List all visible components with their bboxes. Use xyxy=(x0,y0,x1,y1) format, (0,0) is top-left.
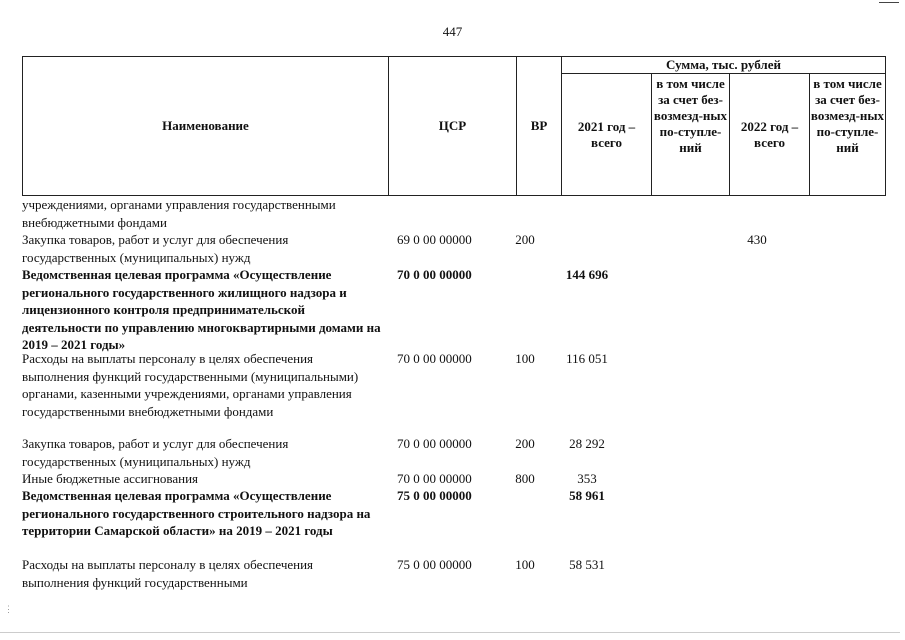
row-2022: 430 xyxy=(747,232,767,247)
row-name: Ведомственная целевая программа «Осуществление регионального государственного строительного надзора на территории Самарской области» на 2019 – 2021 годы xyxy=(22,488,371,538)
header-2022-total: 2022 год – всего xyxy=(730,74,810,196)
row-csr: 70 0 00 00000 xyxy=(397,436,472,451)
row-name: Закупка товаров, работ и услуг для обеспечения государственных (муниципальных) нужд xyxy=(22,232,289,265)
header-2021-free: в том числе за счет без-возмезд-ных по-ступле-ний xyxy=(652,74,730,196)
row-2021: 58 531 xyxy=(569,557,605,572)
header-name: Наименование xyxy=(23,57,389,196)
row-name: Расходы на выплаты персоналу в целях обеспечения выполнения функций государственными (муниципальными) органами, казенными учреждениями, органами управления государственными внебюджетными фондами xyxy=(22,351,359,419)
row-csr: 75 0 00 00000 xyxy=(397,557,472,572)
row-2021: 144 696 xyxy=(565,267,609,282)
row-2021: 116 051 xyxy=(566,351,608,366)
scan-corner-mark xyxy=(879,2,899,3)
row-csr: 70 0 00 00000 xyxy=(397,267,472,282)
page-number: 447 xyxy=(442,24,463,39)
scan-artifact xyxy=(0,632,900,633)
row-vr: 200 xyxy=(515,232,535,247)
row-name: Ведомственная целевая программа «Осуществление регионального государственного жилищного надзора и лицензионного контроля предпринимательской деятельности по управлению многоквартирными домами на 2019 – 2021 годы» xyxy=(22,267,381,352)
header-2021-total: 2021 год – всего xyxy=(562,74,652,196)
row-name: Иные бюджетные ассигнования xyxy=(22,471,199,486)
row-vr: 100 xyxy=(515,557,535,572)
header-2022-free: в том числе за счет без-возмезд-ных по-ступле-ний xyxy=(810,74,886,196)
row-csr: 69 0 00 00000 xyxy=(397,232,472,247)
row-vr: 200 xyxy=(515,436,535,451)
row-2021: 58 961 xyxy=(569,488,605,503)
row-csr: 75 0 00 00000 xyxy=(397,488,472,503)
row-2021: 28 292 xyxy=(569,436,605,451)
row-name: Расходы на выплаты персоналу в целях обеспечения выполнения функций государственными xyxy=(22,557,314,590)
header-vr: ВР xyxy=(517,57,562,196)
row-2021: 353 xyxy=(577,471,597,486)
row-name: Закупка товаров, работ и услуг для обеспечения государственных (муниципальных) нужд xyxy=(22,436,289,469)
table-header xyxy=(22,56,886,196)
row-csr: 70 0 00 00000 xyxy=(397,471,472,486)
scan-artifact: ⋮ xyxy=(4,604,13,614)
row-name: учреждениями, органами управления государственными внебюджетными фондами xyxy=(22,197,336,230)
row-vr: 100 xyxy=(515,351,535,366)
header-csr: ЦСР xyxy=(389,57,517,196)
row-csr: 70 0 00 00000 xyxy=(397,351,472,366)
header-sum: Сумма, тыс. рублей xyxy=(562,57,886,74)
row-vr: 800 xyxy=(515,471,535,486)
